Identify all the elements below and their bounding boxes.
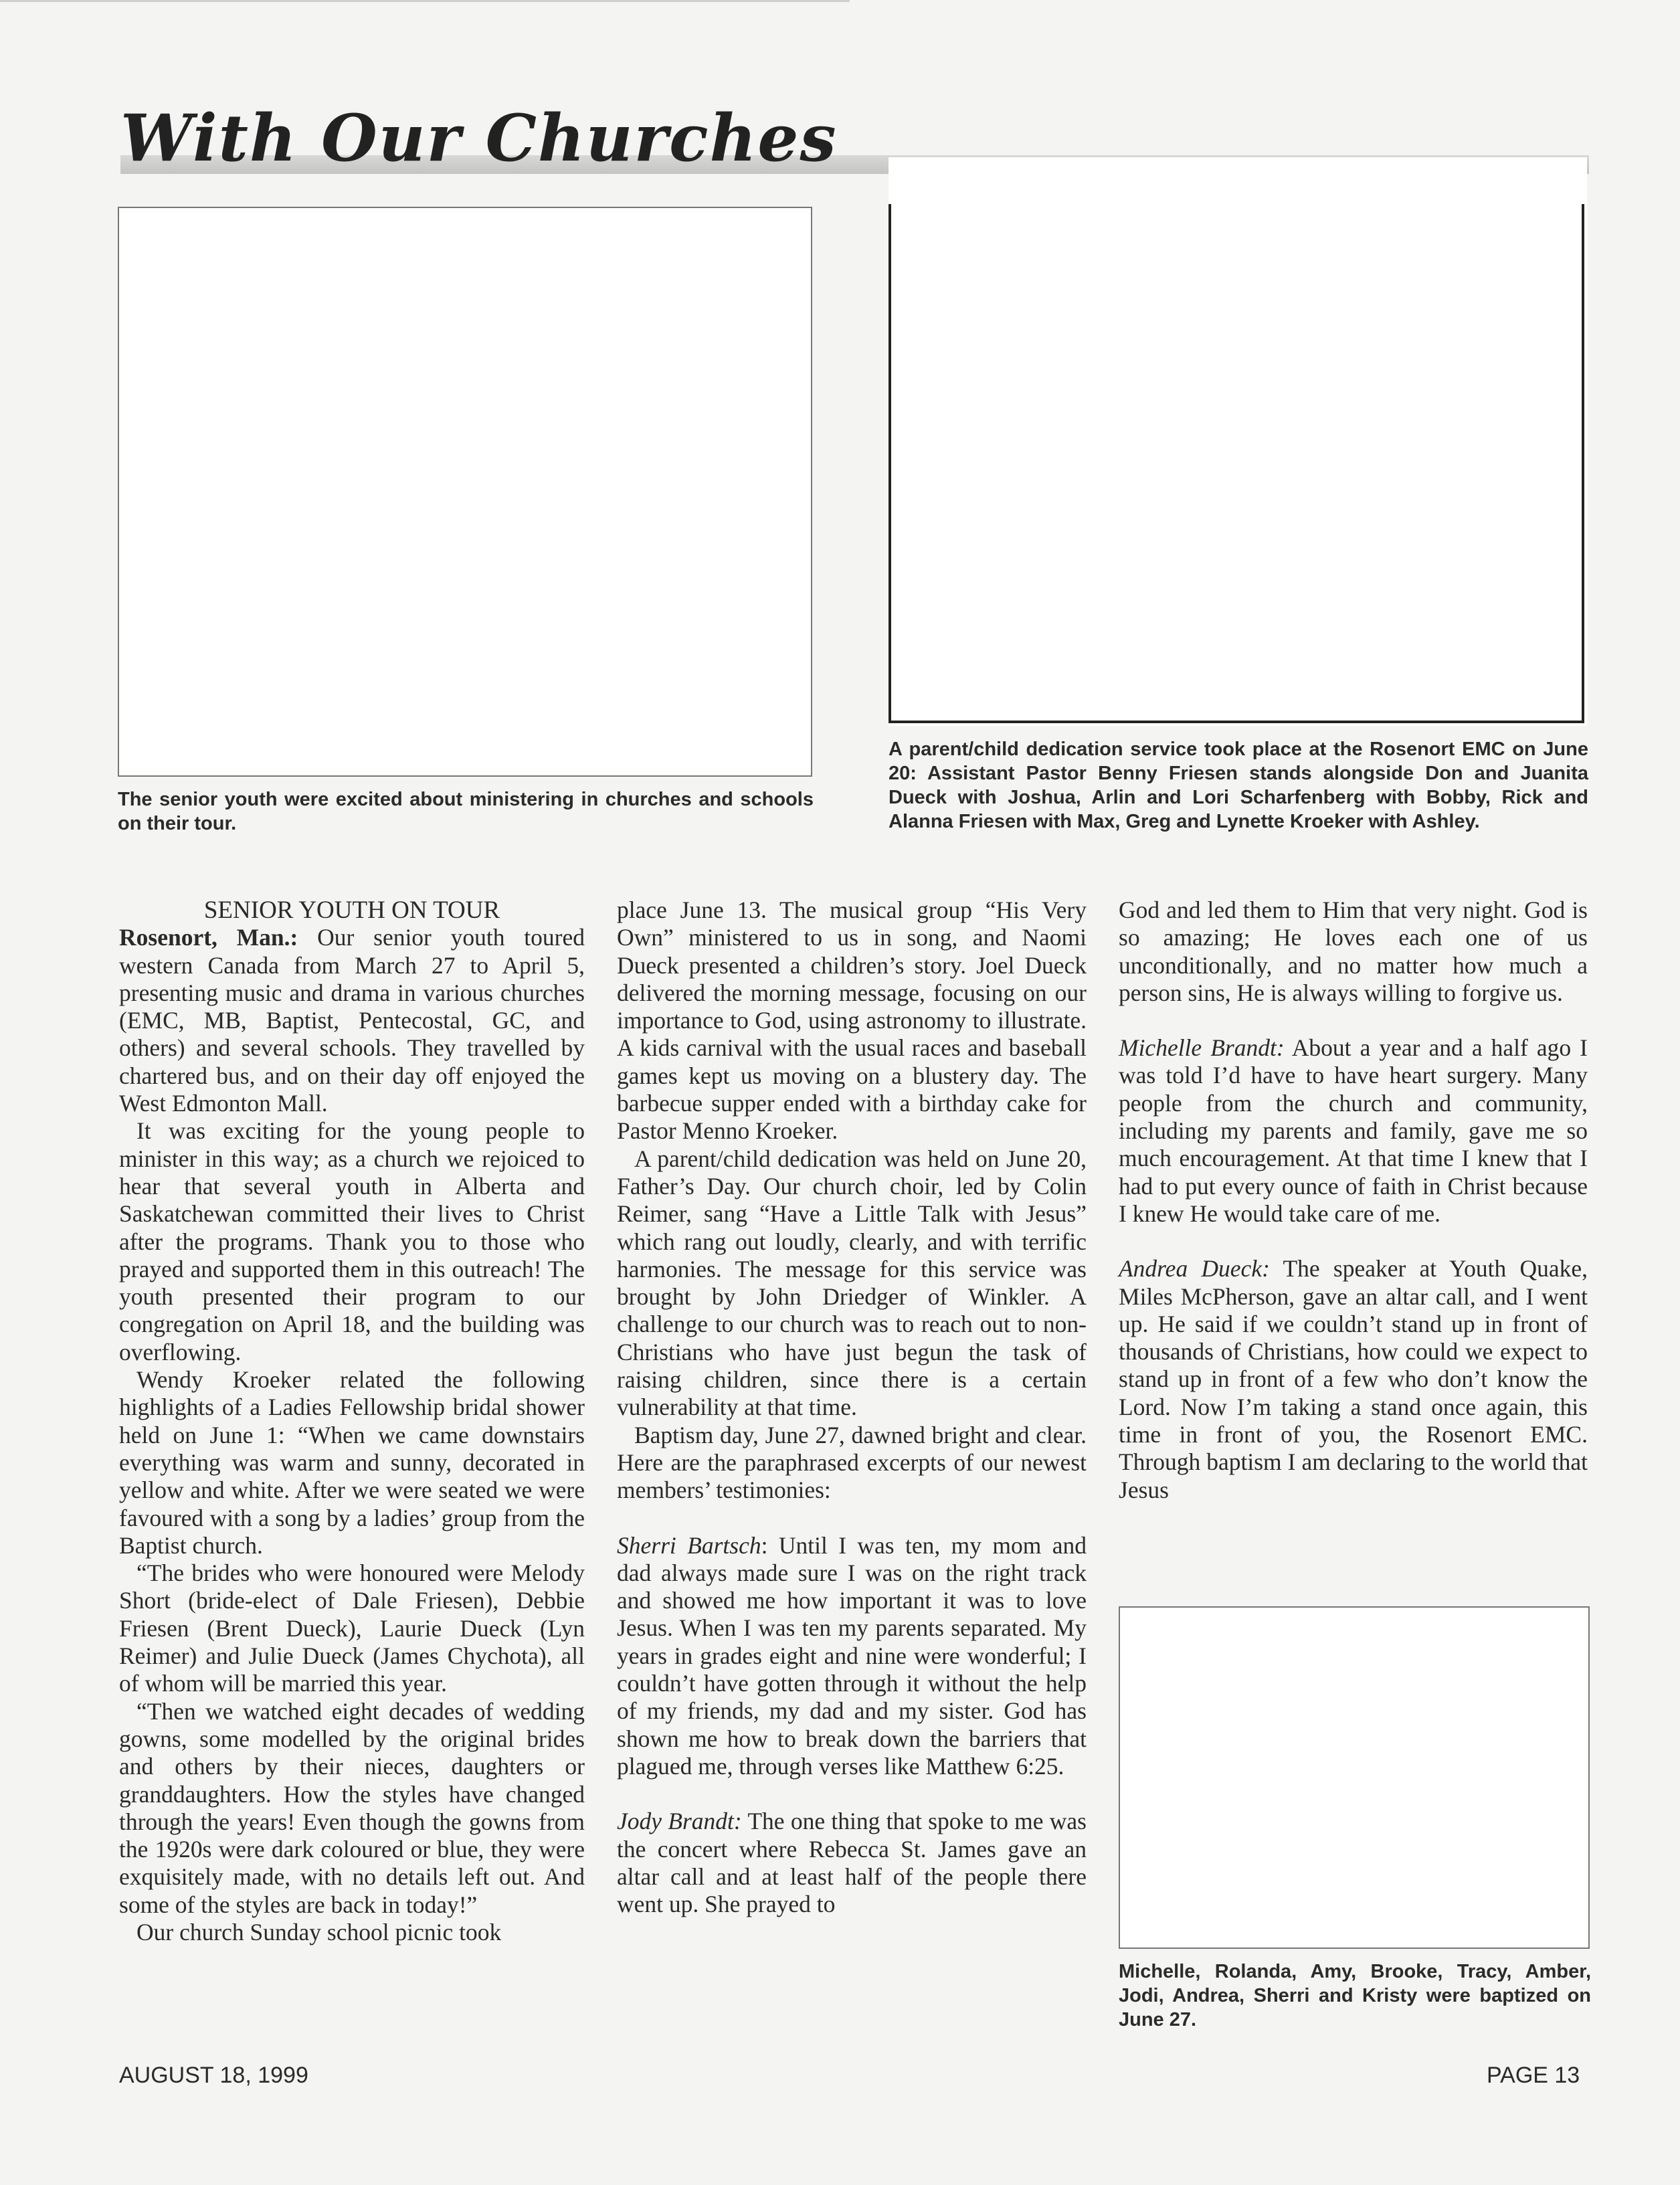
article-column-1 — [119, 896, 585, 1946]
top-edge-rule — [0, 0, 850, 2]
testimony-paragraph: Michelle Brandt: About a year and a half ago I was told I’d have to have heart surgery. Many people from the church and community, including my parents and family, gave me so much encouragement. At that time I knew that I had to put every ounce of faith in Christ because I knew He would take care of me. — [1119, 1034, 1588, 1227]
photo-senior-youth — [118, 207, 812, 777]
caption-dedication: A parent/child dedication service took place at the Rosenort EMC on June 20: Assistant Pastor Benny Friesen stands alongside Don and Juanita Dueck with Joshua, Arlin and Lori Scharfenberg with Bobby, Rick and Alanna Friesen with Max, Greg and Lynette Kroeker with Ashley. — [889, 739, 1588, 832]
article-paragraph: A parent/child dedication was held on June 20, Father’s Day. Our church choir, led by Colin Reimer, sang “Have a Little Talk with Jesus” which rang out loudly, clearly, and with terrific harmonies. The message for this service was brought by John Driedger of Winkler. A challenge to our church was to reach out to non-Christians who have just begun the task of raising children, since there is a certain vulnerability at that time. — [617, 1145, 1087, 1421]
article-paragraph: It was exciting for the young people to minister in this way; as a church we rejoiced to hear that several youth in Alberta and Saskatchewan committed their lives to Christ after the programs. Thank you to those who prayed and supported them in this outreach! The youth presented their program to our congregation on April 18, and the building was overflowing. — [119, 1117, 585, 1365]
testimony-name: Jody Brandt: — [617, 1808, 742, 1835]
footer-page-number: PAGE 13 — [1487, 2063, 1580, 2088]
testimony-name: Andrea Dueck: — [1119, 1255, 1270, 1282]
article-paragraph: Baptism day, June 27, dawned bright and clear. Here are the paraphrased excerpts of our newest members’ testimonies: — [617, 1421, 1087, 1504]
article-paragraph: “The brides who were honoured were Melody Short (bride-elect of Dale Friesen), Debbie Friesen (Brent Dueck), Laurie Dueck (Lyn Reimer) and Julie Dueck (James Chychota), all of whom will be married this year. — [119, 1559, 585, 1697]
dateline: Rosenort, Man.: — [119, 924, 298, 951]
caption-baptism: Michelle, Rolanda, Amy, Brooke, Tracy, Amber, Jodi, Andrea, Sherri and Kristy were baptized on June 27. — [1119, 1961, 1591, 2030]
caption-senior-youth: The senior youth were excited about ministering in churches and schools on their tour. — [118, 789, 814, 834]
photo-dedication-service — [889, 157, 1587, 726]
testimony-paragraph: Jody Brandt: The one thing that spoke to me was the concert where Rebecca St. James gave an altar call and at least half of the people there went up. She prayed to — [617, 1808, 1087, 1918]
testimony-name: Sherri Bartsch — [617, 1531, 761, 1559]
article-paragraph: “Then we watched eight decades of wedding gowns, some modelled by the original brides and others by their nieces, daughters or granddaughters. How the styles have changed through the years! Even though the gowns from the 1920s were dark coloured or blue, they were exquisitely made, with no details left out. And some of the styles are back in today!” — [119, 1697, 585, 1918]
article-paragraph: place June 13. The musical group “His Very Own” ministered to us in song, and Naomi Dueck presented a children’s story. Joel Dueck delivered the morning message, focusing on our importance to God, using astronomy to illustrate. A kids carnival with the usual races and baseball games kept us moving on a blustery day. The barbecue supper ended with a birthday cake for Pastor Menno Kroeker. — [617, 896, 1087, 1145]
article-paragraph: Rosenort, Man.: Our senior youth toured western Canada from March 27 to April 5, presenting music and drama in various churches (EMC, MB, Baptist, Pentecostal, GC, and others) and several schools. They travelled by chartered bus, and on their day off enjoyed the West Edmonton Mall. — [119, 924, 585, 1117]
article-headline: SENIOR YOUTH ON TOUR — [203, 896, 500, 924]
article-column-3 — [1119, 896, 1588, 1504]
article-paragraph: God and led them to Him that very night. God is so amazing; He loves each one of us unconditionally, and no matter how much a person sins, He is always willing to forgive us. — [1119, 896, 1588, 1006]
article-paragraph: Our church Sunday school picnic took — [136, 1918, 502, 1945]
section-title: With Our Churches — [120, 100, 838, 176]
photo-baptism-group — [1119, 1606, 1590, 1949]
photo-frame-border — [889, 204, 1584, 723]
article-column-2 — [617, 896, 1087, 1918]
article-paragraph: Wendy Kroeker related the following highlights of a Ladies Fellowship bridal shower held on June 1: “When we came downstairs everything was warm and sunny, decorated in yellow and white. After we were seated we were favoured with a song by a ladies’ group from the Baptist church. — [119, 1366, 585, 1559]
testimony-paragraph: Andrea Dueck: The speaker at Youth Quake, Miles McPherson, gave an altar call, and I went up. He said if we couldn’t stand up in front of thousands of Christians, how could we expect to stand up in front of a few who don’t know the Lord. Now I’m taking a stand once again, this time in front of you, the Rosenort EMC. Through baptism I am declaring to the world that Jesus — [1119, 1255, 1588, 1503]
footer-date: AUGUST 18, 1999 — [119, 2063, 308, 2088]
testimony-name: Michelle Brandt: — [1119, 1034, 1285, 1062]
testimony-paragraph: Sherri Bartsch: Until I was ten, my mom and dad always made sure I was on the right track and showed me how important it was to love Jesus. When I was ten my parents separated. My years in grades eight and nine were wonderful; I couldn’t have gotten through it without the help of my friends, my dad and my sister. God has shown me how to break down the barriers that plagued me, through verses like Matthew 6:25. — [617, 1531, 1087, 1780]
